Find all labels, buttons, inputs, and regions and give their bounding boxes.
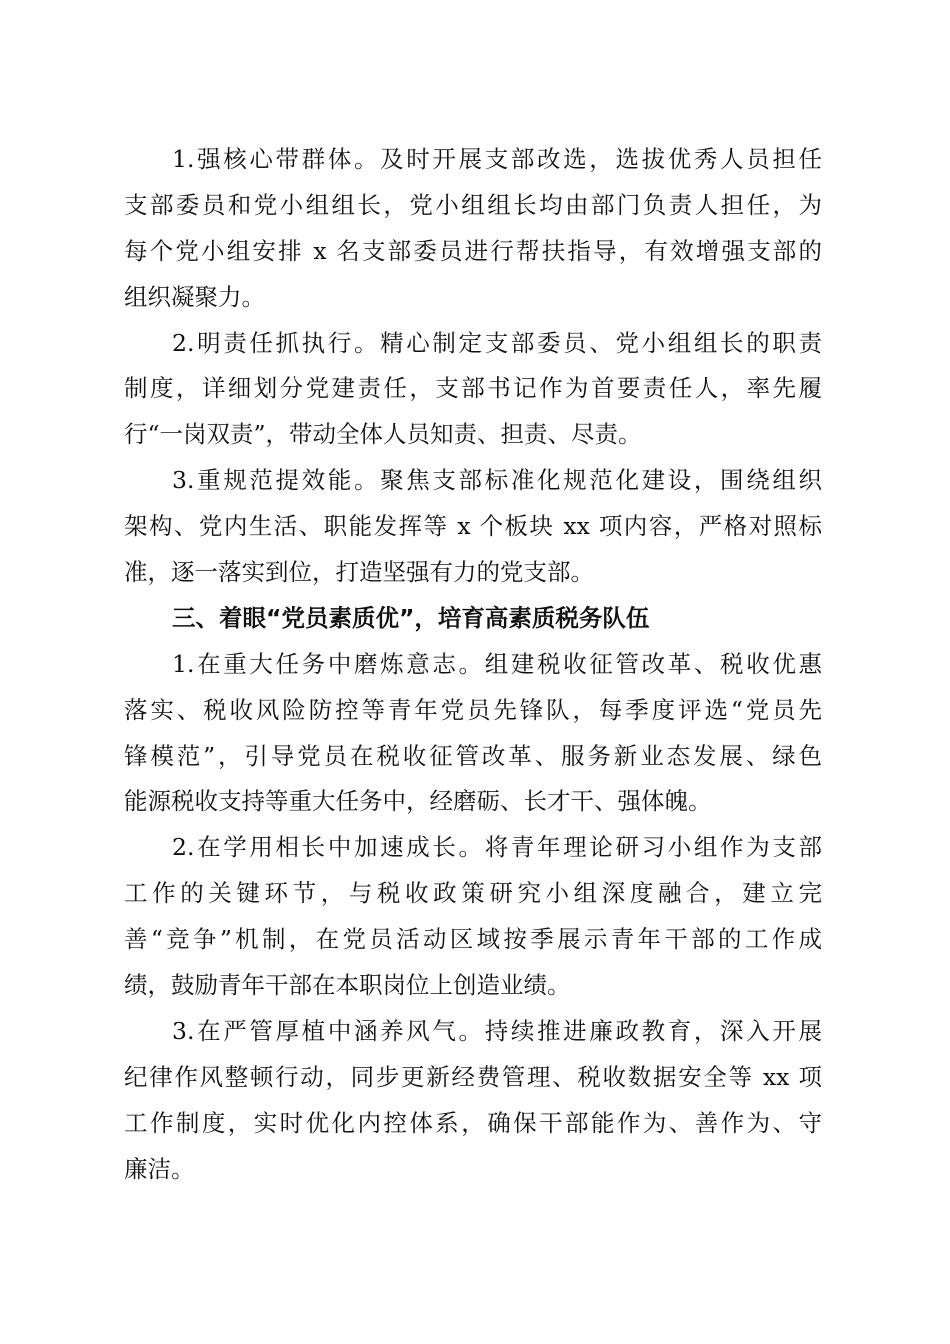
text-line: 1.强核心带群体。及时开展支部改选，选拔优秀人员担任 bbox=[172, 145, 822, 173]
text-line: 1.在重大任务中磨炼意志。组建税收征管改革、税收优惠 bbox=[172, 649, 822, 678]
text-line: 准，逐一落实到位，打造坚强有力的党支部。 bbox=[124, 558, 594, 587]
text-line: 纪律作风整顿行动，同步更新经费管理、税收数据安全等 xx 项 bbox=[124, 1062, 822, 1091]
text-line: 3.重规范提效能。聚焦支部标准化规范化建设，围绕组织 bbox=[172, 466, 822, 495]
text-line: 落实、税收风险防控等青年党员先锋队，每季度评选“党员先 bbox=[124, 695, 822, 724]
text-line: 能源税收支持等重大任务中，经磨砺、长才干、强体魄。 bbox=[124, 787, 712, 816]
text-line: 工作制度，实时优化内控体系，确保干部能作为、善作为、守 bbox=[124, 1108, 822, 1137]
text-line: 每个党小组安排 x 名支部委员进行帮扶指导，有效增强支部的 bbox=[124, 236, 822, 265]
paragraph bbox=[124, 825, 822, 1009]
text-line: 廉洁。 bbox=[124, 1154, 195, 1183]
paragraph bbox=[124, 1009, 822, 1193]
text-line: 锋模范”，引导党员在税收征管改革、服务新业态发展、绿色 bbox=[124, 741, 822, 770]
paragraph bbox=[124, 137, 822, 321]
text-line: 支部委员和党小组组长，党小组组长均由部门负责人担任，为 bbox=[124, 190, 822, 219]
text-line: 三、着眼“党员素质优”，培育高素质税务队伍 bbox=[172, 603, 650, 632]
text-line: 工作的关键环节，与税收政策研究小组深度融合，建立完 bbox=[124, 879, 822, 908]
text-line: 绩，鼓励青年干部在本职岗位上创造业绩。 bbox=[124, 971, 571, 1000]
text-line: 架构、党内生活、职能发挥等 x 个板块 xx 项内容，严格对照标 bbox=[124, 512, 822, 541]
paragraph bbox=[124, 321, 822, 459]
text-line: 组织凝聚力。 bbox=[124, 282, 265, 311]
paragraph bbox=[124, 642, 822, 826]
document-page bbox=[124, 137, 822, 1192]
section-heading bbox=[124, 596, 822, 642]
text-line: 行“一岗双责”，带动全体人员知责、担责、尽责。 bbox=[124, 420, 642, 449]
text-line: 2.明责任抓执行。精心制定支部委员、党小组组长的职责 bbox=[172, 328, 822, 357]
text-line: 制度，详细划分党建责任，支部书记作为首要责任人，率先履 bbox=[124, 374, 822, 403]
text-line: 3.在严管厚植中涵养风气。持续推进廉政教育，深入开展 bbox=[172, 1016, 822, 1045]
paragraph bbox=[124, 458, 822, 596]
text-line: 2.在学用相长中加速成长。将青年理论研习小组作为支部 bbox=[172, 833, 822, 862]
text-line: 善“竞争”机制，在党员活动区域按季展示青年干部的工作成 bbox=[124, 925, 822, 954]
